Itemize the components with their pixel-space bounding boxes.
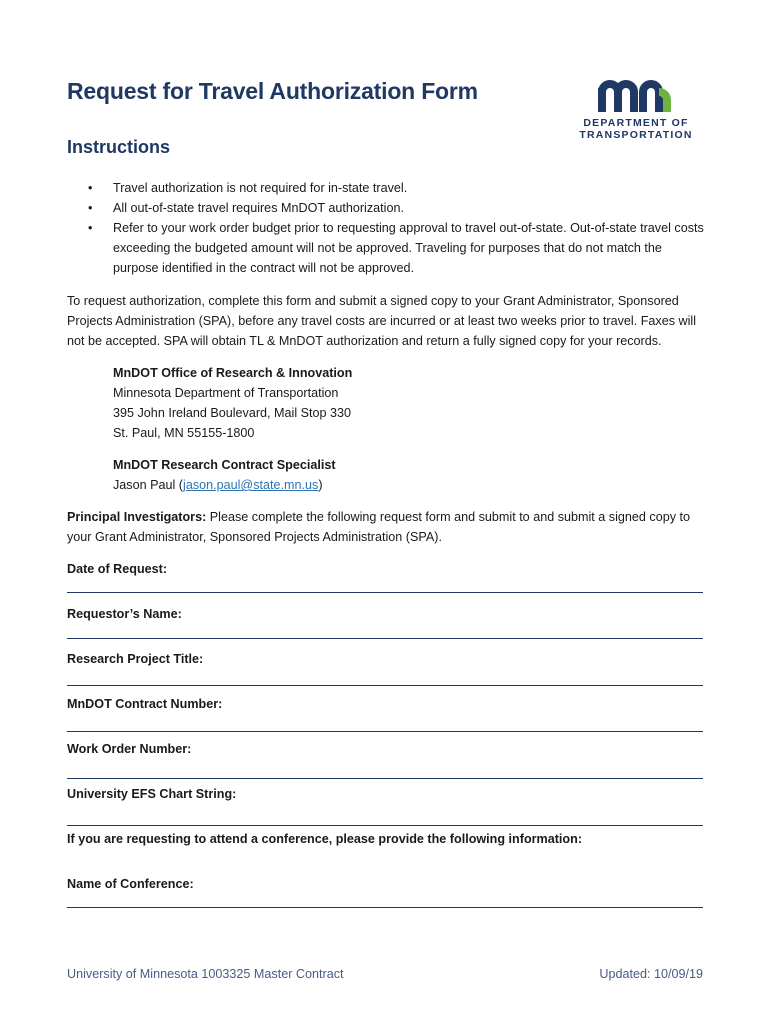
date-of-request-label: Date of Request:	[67, 562, 168, 576]
submission-instructions: To request authorization, complete this form and submit a signed copy to your Grant Administrator, Sponsored Projects Administration (SPA), before any travel costs are incurred or at least two weeks prior to travel. Faxes will not be accepted. SPA will obtain TL & MnDOT authorization and return a fully signed copy for your records.	[67, 294, 696, 348]
pi-text: Please complete the following request form and submit to and submit a signed copy to your Grant Administrator, Sponsored Projects Administration (SPA).	[67, 510, 691, 544]
efs-chart-string-label: University EFS Chart String:	[67, 787, 237, 801]
instruction-bullet: • Refer to your work order budget prior to requesting approval to travel out-of-state. Out-of-state travel costs exceeding the budgeted amount will not be approved. Traveling for purposes that do not match the purpose identified in the contract will not be approved.	[88, 218, 708, 278]
project-title-label: Research Project Title:	[67, 652, 204, 666]
conference-name-field[interactable]	[67, 907, 703, 908]
office-line2: 395 John Ireland Boulevard, Mail Stop 330	[113, 406, 352, 420]
specialist-email-link[interactable]: jason.paul@state.mn.us	[183, 478, 319, 492]
logo-text-line2: TRANSPORTATION	[579, 129, 693, 141]
conference-note: If you are requesting to attend a conference, please provide the following information:	[67, 832, 583, 846]
instructions-list	[88, 178, 708, 278]
work-order-label: Work Order Number:	[67, 742, 192, 756]
contract-number-label: MnDOT Contract Number:	[67, 697, 223, 711]
footer-contract: University of Minnesota 1003325 Master Contract	[67, 967, 344, 981]
logo-letter-m	[602, 84, 634, 112]
contract-specialist	[113, 455, 336, 495]
specialist-name-close: )	[318, 478, 323, 492]
pi-instructions	[67, 507, 703, 547]
requestor-name-label: Requestor’s Name:	[67, 607, 182, 621]
contract-number-field[interactable]	[67, 731, 703, 732]
footer-updated: Updated: 10/09/19	[599, 967, 703, 981]
specialist-title: MnDOT Research Contract Specialist	[113, 458, 336, 472]
pi-label: Principal Investigators:	[67, 510, 207, 524]
page-title: Request for Travel Authorization Form	[67, 78, 478, 104]
requestor-name-field[interactable]	[67, 638, 703, 639]
work-order-field[interactable]	[67, 778, 703, 779]
instruction-bullet: • Travel authorization is not required for in-state travel.	[88, 178, 708, 198]
office-name: MnDOT Office of Research & Innovation	[113, 366, 353, 380]
instructions-heading: Instructions	[67, 137, 171, 157]
office-line3: St. Paul, MN 55155-1800	[113, 426, 255, 440]
specialist-name: Jason Paul (	[113, 478, 184, 492]
logo-text-line1: DEPARTMENT OF	[583, 117, 689, 129]
office-address	[113, 363, 352, 443]
logo-letter-n	[643, 84, 659, 112]
logo-stem	[598, 88, 606, 112]
instruction-bullet: • All out-of-state travel requires MnDOT authorization.	[88, 198, 708, 218]
conference-name-label: Name of Conference:	[67, 877, 194, 891]
efs-chart-string-field[interactable]	[67, 825, 703, 826]
office-line1: Minnesota Department of Transportation	[113, 386, 339, 400]
project-title-field[interactable]	[67, 685, 703, 686]
date-of-request-field[interactable]	[67, 592, 703, 593]
